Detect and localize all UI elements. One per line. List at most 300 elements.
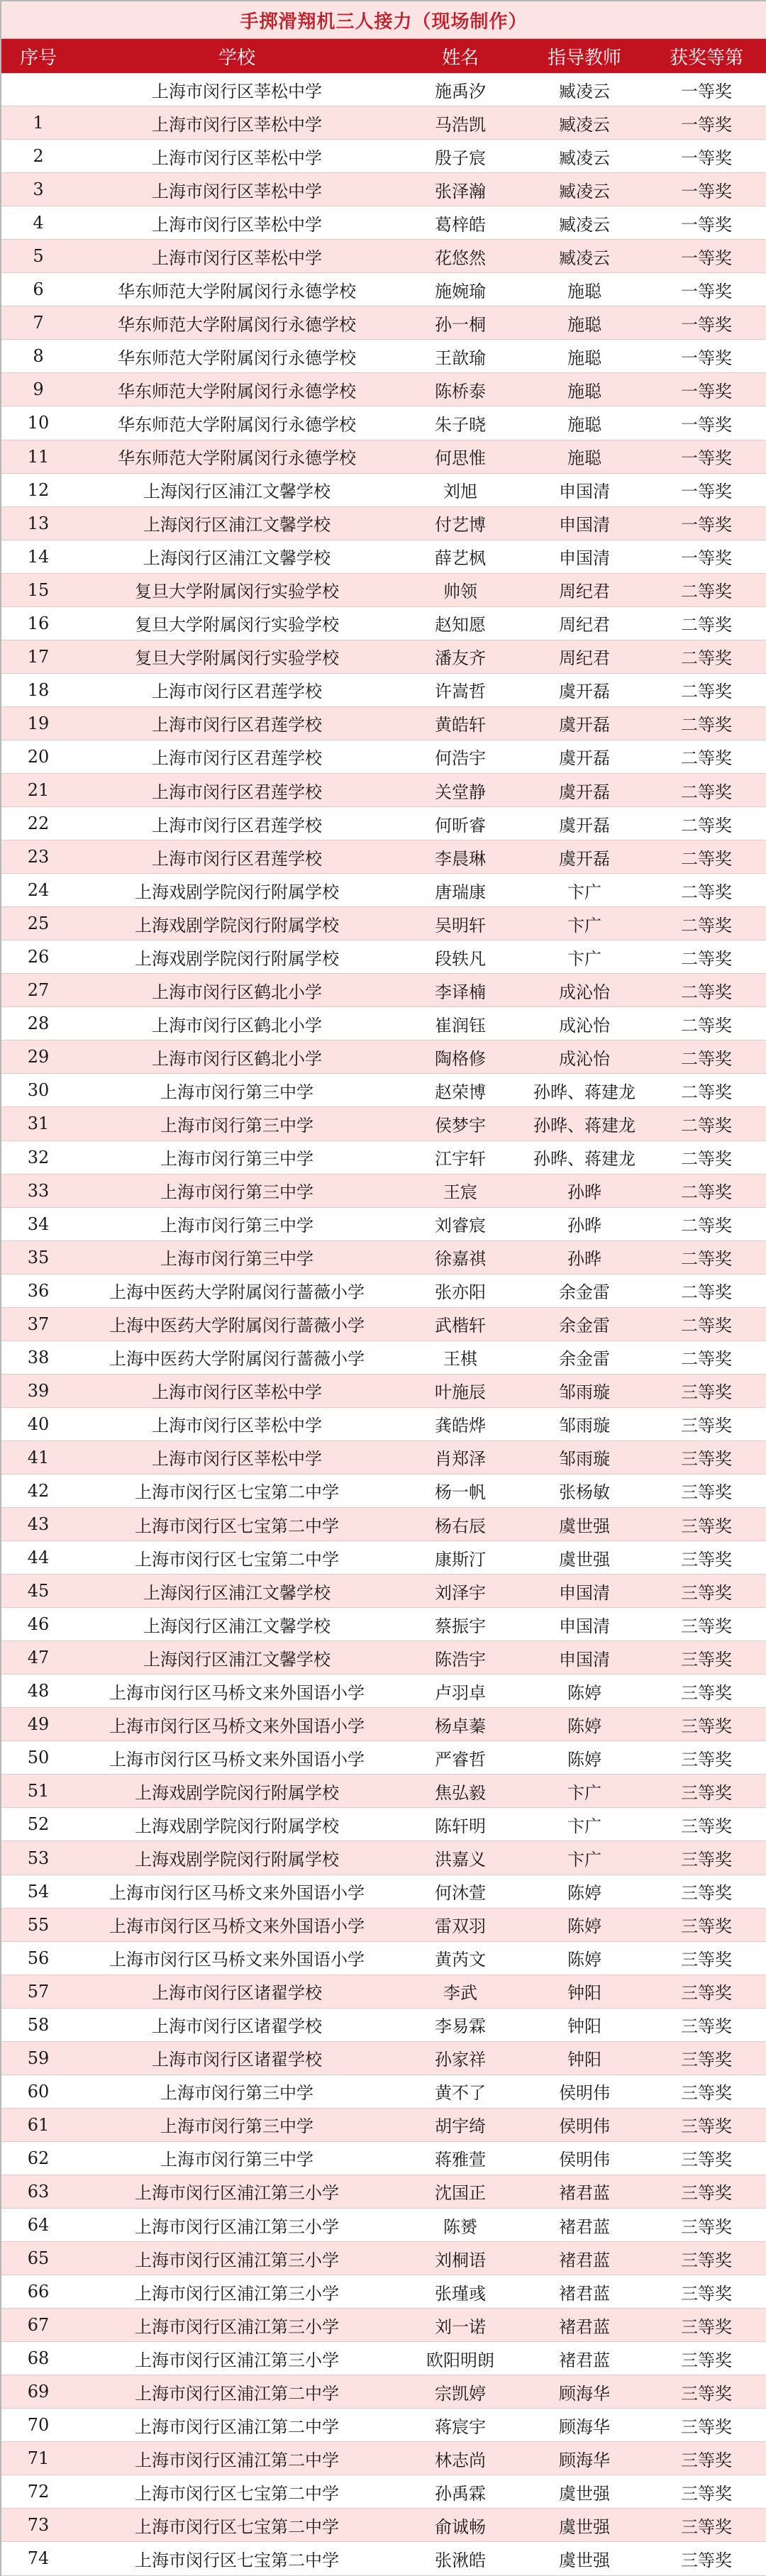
table-row [1, 874, 766, 907]
cell-no: 71 [27, 2448, 50, 2469]
cell-teacher: 虞世强 [559, 1549, 610, 1570]
cell-teacher: 褚君蓝 [559, 2250, 610, 2270]
cell-teacher: 卞广 [567, 1850, 601, 1870]
header-award: 获奖等第 [669, 47, 743, 69]
cell-award: 三等奖 [681, 2283, 732, 2304]
cell-name: 刘桐语 [435, 2250, 486, 2270]
table-row [1, 707, 766, 740]
cell-school: 上海戏剧学院闵行附属学校 [135, 882, 339, 902]
cell-school: 上海市闵行区莘松中学 [152, 248, 322, 268]
cell-no: 62 [27, 2148, 50, 2168]
cell-school: 上海市闵行第三中学 [160, 1216, 313, 1236]
cell-award: 三等奖 [681, 2216, 732, 2237]
cell-no: 51 [27, 1781, 50, 1801]
cell-award: 三等奖 [681, 1916, 732, 1937]
table-row [1, 2442, 766, 2475]
cell-no: 57 [27, 1981, 50, 2002]
cell-school: 上海市闵行区浦江第二中学 [135, 2416, 339, 2437]
cell-award: 三等奖 [681, 2116, 732, 2137]
cell-award: 一等奖 [681, 515, 732, 535]
cell-teacher: 臧凌云 [559, 181, 610, 201]
table-row [1, 1575, 766, 1608]
cell-name: 蔡振宇 [435, 1616, 486, 1636]
cell-no: 48 [27, 1681, 50, 1701]
cell-name: 胡宇绮 [435, 2116, 486, 2137]
cell-school: 上海戏剧学院闵行附属学校 [135, 1816, 339, 1836]
cell-no: 42 [27, 1480, 50, 1501]
cell-teacher: 顾海华 [559, 2450, 610, 2470]
cell-name: 孙家祥 [435, 2050, 486, 2070]
table-row [1, 1708, 766, 1741]
table-row [1, 774, 766, 807]
cell-teacher: 张杨敏 [559, 1482, 610, 1503]
cell-award: 一等奖 [681, 482, 732, 502]
cell-school: 上海市闵行区鹤北小学 [152, 982, 322, 1002]
cell-name: 林志尚 [435, 2450, 486, 2470]
table-row [1, 507, 766, 540]
cell-teacher: 余金雷 [559, 1282, 610, 1303]
cell-teacher: 虞开磊 [559, 682, 610, 702]
cell-school: 上海市闵行区莘松中学 [152, 81, 322, 101]
cell-no: 19 [27, 713, 50, 733]
table-row [1, 2142, 766, 2175]
cell-name: 黄不了 [435, 2083, 486, 2104]
cell-school: 上海市闵行区莘松中学 [152, 1382, 322, 1403]
table-row [1, 106, 766, 140]
table-row [1, 1942, 766, 1975]
cell-no: 61 [27, 2114, 50, 2135]
header-no: 序号 [19, 47, 57, 69]
cell-award: 三等奖 [681, 2550, 732, 2570]
cell-school: 上海市闵行区莘松中学 [152, 114, 322, 135]
table-row [1, 540, 766, 574]
cell-no: 56 [27, 1948, 50, 1968]
cell-name: 帅领 [443, 582, 477, 602]
table-row [1, 373, 766, 406]
cell-teacher: 卞广 [567, 948, 601, 969]
cell-school: 华东师范大学附属闵行永德学校 [118, 448, 356, 469]
cell-school: 上海市闵行区七宝第二中学 [135, 1482, 339, 1503]
cell-award: 三等奖 [681, 2416, 732, 2437]
cell-award: 二等奖 [681, 1015, 732, 1036]
table-row [1, 1275, 766, 1308]
cell-school: 上海市闵行区诸翟学校 [152, 2016, 322, 2037]
cell-award: 一等奖 [681, 548, 732, 569]
cell-award: 三等奖 [681, 2350, 732, 2370]
cell-school: 上海市闵行区七宝第二中学 [135, 1549, 339, 1570]
table-row [1, 807, 766, 840]
cell-no: 9 [33, 379, 44, 400]
cell-school: 上海闵行区浦江文馨学校 [143, 515, 331, 535]
table-row [1, 2042, 766, 2075]
cell-school: 上海市闵行第三中学 [160, 1149, 313, 1170]
cell-name: 李易霖 [435, 2016, 486, 2037]
cell-school: 上海戏剧学院闵行附属学校 [135, 1782, 339, 1803]
cell-no: 74 [27, 2548, 50, 2569]
cell-name: 殷子宸 [435, 148, 486, 168]
cell-award: 一等奖 [681, 148, 732, 168]
cell-teacher: 申国清 [559, 1616, 610, 1636]
cell-school: 上海市闵行第三中学 [160, 2083, 313, 2104]
cell-award: 二等奖 [681, 582, 732, 602]
cell-no: 16 [27, 613, 50, 633]
cell-teacher: 余金雷 [559, 1316, 610, 1336]
table-row [1, 1408, 766, 1441]
cell-name: 潘友齐 [435, 648, 486, 669]
cell-award: 三等奖 [681, 2016, 732, 2037]
cell-teacher: 孙晔 [567, 1182, 601, 1203]
cell-teacher: 施聪 [567, 314, 601, 335]
cell-no: 63 [27, 2181, 50, 2202]
cell-award: 二等奖 [681, 1149, 732, 1170]
table-row [1, 2275, 766, 2309]
table-row [1, 173, 766, 206]
cell-award: 二等奖 [681, 1082, 732, 1102]
cell-school: 上海市闵行区君莲学校 [152, 815, 322, 835]
cell-no: 64 [27, 2215, 50, 2236]
table-row [1, 2542, 766, 2575]
cell-award: 二等奖 [681, 815, 732, 835]
table-row [1, 2209, 766, 2242]
table-row [1, 1808, 766, 1841]
table-row [1, 2175, 766, 2209]
cell-no: 68 [27, 2348, 50, 2369]
cell-teacher: 顾海华 [559, 2416, 610, 2437]
cell-no: 21 [27, 780, 50, 800]
cell-teacher: 褚君蓝 [559, 2316, 610, 2337]
cell-award: 三等奖 [681, 2050, 732, 2070]
cell-no: 6 [33, 279, 44, 300]
cell-school: 上海市闵行第三中学 [160, 2116, 313, 2137]
cell-school: 上海中医药大学附属闵行蔷薇小学 [109, 1316, 365, 1336]
table-row [1, 1675, 766, 1708]
cell-name: 蒋雅萱 [435, 2150, 486, 2170]
cell-award: 二等奖 [681, 915, 732, 936]
header-name: 姓名 [441, 47, 479, 69]
cell-teacher: 周纪君 [559, 582, 610, 602]
cell-school: 上海市闵行区七宝第二中学 [135, 1516, 339, 1536]
table-row [1, 1508, 766, 1541]
cell-school: 上海市闵行区君莲学校 [152, 715, 322, 735]
cell-name: 何沐萱 [435, 1883, 486, 1904]
cell-school: 上海市闵行区七宝第二中学 [135, 2516, 339, 2537]
cell-teacher: 侯明伟 [559, 2116, 610, 2137]
cell-teacher: 褚君蓝 [559, 2283, 610, 2304]
cell-name: 许嵩哲 [435, 682, 486, 702]
cell-no: 32 [27, 1147, 50, 1167]
table-row [1, 1074, 766, 1107]
table-row [1, 640, 766, 674]
cell-award: 一等奖 [681, 114, 732, 135]
cell-award: 三等奖 [681, 1516, 732, 1536]
cell-no: 22 [27, 814, 50, 834]
cell-school: 上海市闵行区君莲学校 [152, 682, 322, 702]
cell-name: 何思惟 [435, 448, 486, 469]
sheet-title-text: 手掷滑翔机三人接力（现场制作） [240, 11, 528, 33]
table-row [1, 474, 766, 507]
cell-no: 69 [27, 2382, 50, 2402]
cell-award: 三等奖 [681, 1850, 732, 1870]
table-row [1, 240, 766, 273]
cell-no: 73 [27, 2515, 50, 2536]
cell-award: 三等奖 [681, 1649, 732, 1670]
table-row [1, 1541, 766, 1575]
cell-teacher: 陈婷 [567, 1883, 601, 1904]
table-row [1, 2309, 766, 2342]
cell-name: 张瑾彧 [435, 2283, 486, 2304]
cell-teacher: 邹雨璇 [559, 1416, 610, 1436]
cell-name: 吴明轩 [435, 915, 486, 936]
table-row [1, 1608, 766, 1641]
cell-teacher: 侯明伟 [559, 2083, 610, 2104]
cell-school: 上海市闵行区浦江第三小学 [135, 2250, 339, 2270]
cell-school: 上海市闵行区鹤北小学 [152, 1015, 322, 1036]
cell-no: 4 [33, 213, 44, 233]
cell-school: 上海市闵行区浦江第二中学 [135, 2450, 339, 2470]
cell-name: 刘一诺 [435, 2316, 486, 2337]
cell-name: 李晨琳 [435, 848, 486, 869]
cell-school: 复旦大学附属闵行实验学校 [135, 615, 339, 635]
cell-teacher: 施聪 [567, 414, 601, 435]
cell-school: 上海闵行区浦江文馨学校 [143, 1649, 331, 1670]
table-row [1, 1040, 766, 1074]
cell-teacher: 臧凌云 [559, 114, 610, 135]
cell-name: 孙一桐 [435, 314, 486, 335]
table-row [1, 1175, 766, 1208]
cell-award: 三等奖 [681, 1549, 732, 1570]
cell-award: 三等奖 [681, 2483, 732, 2504]
sheet-title [1, 1, 766, 39]
cell-no: 18 [27, 679, 50, 700]
cell-school: 上海市闵行区马桥文来外国语小学 [109, 1749, 365, 1770]
cell-teacher: 周纪君 [559, 648, 610, 669]
cell-school: 上海市闵行区君莲学校 [152, 782, 322, 802]
cell-award: 三等奖 [681, 1449, 732, 1470]
cell-award: 三等奖 [681, 2383, 732, 2404]
cell-school: 上海市闵行区马桥文来外国语小学 [109, 1883, 365, 1904]
cell-no: 13 [27, 513, 50, 533]
cell-no: 66 [27, 2282, 50, 2302]
table-row [1, 574, 766, 607]
cell-name: 杨一帆 [435, 1482, 486, 1503]
cell-award: 三等奖 [681, 1482, 732, 1503]
cell-name: 李译楠 [435, 982, 486, 1002]
table-row [1, 1475, 766, 1508]
cell-no: 29 [27, 1047, 50, 1067]
cell-teacher: 陈婷 [567, 1716, 601, 1736]
cell-award: 三等奖 [681, 1749, 732, 1770]
cell-no: 14 [27, 546, 50, 567]
cell-school: 上海市闵行区马桥文来外国语小学 [109, 1950, 365, 1970]
cell-award: 二等奖 [681, 1249, 732, 1270]
cell-no: 11 [27, 446, 50, 467]
cell-name: 王歆瑜 [435, 348, 486, 368]
cell-school: 复旦大学附属闵行实验学校 [135, 582, 339, 602]
cell-no: 37 [27, 1314, 50, 1334]
cell-no: 54 [27, 1881, 50, 1902]
cell-no: 46 [27, 1614, 50, 1635]
cell-name: 葛梓皓 [435, 214, 486, 235]
cell-award: 三等奖 [681, 1883, 732, 1904]
table-row [1, 907, 766, 940]
cell-teacher: 虞世强 [559, 2516, 610, 2537]
table-row [1, 1341, 766, 1375]
cell-teacher: 成沁怡 [559, 1015, 610, 1036]
cell-teacher: 成沁怡 [559, 982, 610, 1002]
cell-name: 陈桥泰 [435, 381, 486, 401]
cell-teacher: 臧凌云 [559, 148, 610, 168]
cell-school: 上海市闵行区浦江第三小学 [135, 2316, 339, 2337]
cell-award: 一等奖 [681, 248, 732, 268]
cell-award: 二等奖 [681, 1182, 732, 1203]
cell-school: 上海闵行区浦江文馨学校 [143, 1582, 331, 1603]
cell-school: 上海戏剧学院闵行附属学校 [135, 948, 339, 969]
table-body [1, 73, 766, 2576]
cell-school: 上海中医药大学附属闵行蔷薇小学 [109, 1282, 365, 1303]
cell-teacher: 成沁怡 [559, 1048, 610, 1069]
cell-award: 一等奖 [681, 214, 732, 235]
cell-no: 50 [27, 1748, 50, 1768]
cell-teacher: 卞广 [567, 915, 601, 936]
cell-teacher: 臧凌云 [559, 248, 610, 268]
cell-award: 二等奖 [681, 982, 732, 1002]
cell-teacher: 虞开磊 [559, 782, 610, 802]
cell-no: 35 [27, 1247, 50, 1267]
cell-name: 薛艺枫 [435, 548, 486, 569]
cell-award: 二等奖 [681, 1216, 732, 1236]
table-row [1, 340, 766, 373]
cell-award: 一等奖 [681, 281, 732, 301]
table-row [1, 2109, 766, 2142]
cell-no: 1 [33, 113, 44, 133]
cell-award: 三等奖 [681, 1582, 732, 1603]
cell-school: 上海市闵行区莘松中学 [152, 214, 322, 235]
cell-award: 一等奖 [681, 381, 732, 401]
cell-name: 施婉瑜 [435, 281, 486, 301]
cell-no: 15 [27, 579, 50, 600]
cell-teacher: 陈婷 [567, 1950, 601, 1970]
cell-name: 黄芮文 [435, 1950, 486, 1970]
cell-no: 52 [27, 1814, 50, 1835]
cell-no: 5 [33, 246, 44, 267]
cell-award: 二等奖 [681, 715, 732, 735]
cell-no: 55 [27, 1914, 50, 1935]
cell-award: 三等奖 [681, 1716, 732, 1736]
table-row [1, 2075, 766, 2109]
cell-school: 上海市闵行区马桥文来外国语小学 [109, 1916, 365, 1937]
cell-name: 马浩凯 [435, 114, 486, 135]
table-row [1, 2009, 766, 2042]
table-row [1, 1375, 766, 1408]
table-row [1, 406, 766, 440]
cell-name: 崔润钰 [435, 1015, 486, 1036]
cell-name: 肖郑泽 [435, 1449, 486, 1470]
cell-name: 刘旭 [443, 482, 477, 502]
cell-award: 三等奖 [681, 2316, 732, 2337]
cell-name: 付艺博 [435, 515, 486, 535]
cell-name: 杨右辰 [435, 1516, 486, 1536]
cell-name: 陈赟 [443, 2216, 477, 2237]
table-row [1, 1308, 766, 1341]
cell-teacher: 邹雨璇 [559, 1382, 610, 1403]
cell-award: 二等奖 [681, 848, 732, 869]
cell-award: 三等奖 [681, 1682, 732, 1703]
cell-teacher: 孙晔、蒋建龙 [533, 1149, 635, 1170]
cell-no: 59 [27, 2048, 50, 2068]
cell-school: 华东师范大学附属闵行永德学校 [118, 381, 356, 401]
table-row [1, 1241, 766, 1275]
cell-name: 张亦阳 [435, 1282, 486, 1303]
cell-teacher: 孙晔、蒋建龙 [533, 1115, 635, 1136]
cell-teacher: 顾海华 [559, 2383, 610, 2404]
cell-name: 唐瑞康 [435, 882, 486, 902]
cell-teacher: 虞开磊 [559, 748, 610, 769]
cell-award: 二等奖 [681, 1349, 732, 1370]
table-row [1, 2409, 766, 2442]
cell-name: 卢羽卓 [435, 1682, 486, 1703]
cell-teacher: 孙晔、蒋建龙 [533, 1082, 635, 1102]
table-row [1, 1007, 766, 1040]
cell-name: 王棋 [443, 1349, 477, 1370]
cell-award: 二等奖 [681, 882, 732, 902]
cell-school: 上海市闵行第三中学 [160, 2150, 313, 2170]
cell-no: 60 [27, 2081, 50, 2102]
table-row [1, 2342, 766, 2375]
cell-school: 上海市闵行区浦江第三小学 [135, 2216, 339, 2237]
cell-name: 何昕睿 [435, 815, 486, 835]
cell-teacher: 虞开磊 [559, 715, 610, 735]
cell-no: 30 [27, 1080, 50, 1101]
cell-school: 上海市闵行区马桥文来外国语小学 [109, 1682, 365, 1703]
cell-teacher: 申国清 [559, 1649, 610, 1670]
cell-name: 施禹汐 [435, 81, 486, 101]
table-row [1, 140, 766, 173]
cell-award: 二等奖 [681, 1316, 732, 1336]
cell-award: 二等奖 [681, 1115, 732, 1136]
cell-name: 朱子晓 [435, 414, 486, 435]
cell-name: 焦弘毅 [435, 1782, 486, 1803]
cell-school: 上海市闵行第三中学 [160, 1182, 313, 1203]
cell-award: 二等奖 [681, 648, 732, 669]
cell-award: 一等奖 [681, 448, 732, 469]
cell-no: 45 [27, 1581, 50, 1601]
cell-name: 赵知愿 [435, 615, 486, 635]
cell-award: 三等奖 [681, 1782, 732, 1803]
cell-teacher: 施聪 [567, 448, 601, 469]
cell-name: 陈轩明 [435, 1816, 486, 1836]
cell-teacher: 申国清 [559, 548, 610, 569]
cell-name: 杨卓蓁 [435, 1716, 486, 1736]
cell-name: 雷双羽 [435, 1916, 486, 1937]
cell-teacher: 臧凌云 [559, 81, 610, 101]
cell-teacher: 卞广 [567, 1816, 601, 1836]
cell-school: 华东师范大学附属闵行永德学校 [118, 314, 356, 335]
cell-name: 陈浩宇 [435, 1649, 486, 1670]
cell-no: 17 [27, 646, 50, 667]
cell-name: 何浩宇 [435, 748, 486, 769]
cell-award: 三等奖 [681, 2250, 732, 2270]
table-row [1, 1841, 766, 1875]
cell-award: 三等奖 [681, 2083, 732, 2104]
cell-no: 31 [27, 1114, 50, 1134]
cell-no: 67 [27, 2315, 50, 2336]
cell-teacher: 钟阳 [567, 1983, 601, 2004]
cell-name: 叶施辰 [435, 1382, 486, 1403]
cell-no: 3 [33, 179, 44, 200]
cell-name: 王宸 [443, 1182, 477, 1203]
cell-teacher: 褚君蓝 [559, 2183, 610, 2204]
cell-school: 上海市闵行第三中学 [160, 1115, 313, 1136]
